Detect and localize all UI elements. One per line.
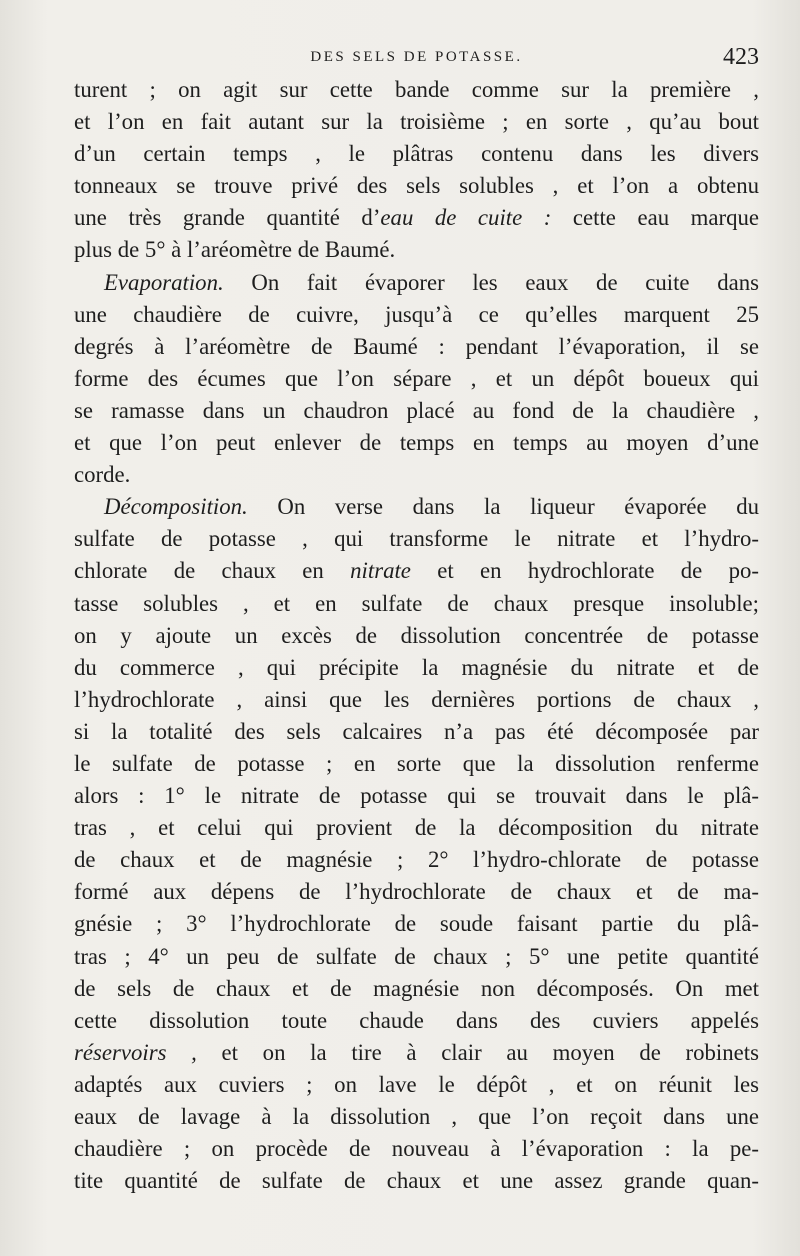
text-segment: chlorate de chaux en — [74, 558, 351, 584]
section-heading-evaporation: Evaporation. — [104, 269, 224, 295]
body-text — [74, 74, 759, 1197]
text-line: tonneaux se trouve privé des sels solubles , et l’on a obtenu — [74, 173, 759, 199]
text-line: cette dissolution toute chaude dans des cuviers appelés — [74, 1007, 759, 1033]
text-line: on y ajoute un excès de dissolution concentrée de potasse — [74, 622, 759, 648]
text-segment: On fait évaporer les eaux de cuite dans — [223, 269, 759, 295]
text-line: de chaux et de magnésie ; 2° l’hydro-chlorate de potasse — [74, 847, 759, 873]
text-line: forme des écumes que l’on sépare , et un dépôt boueux qui — [74, 365, 759, 391]
text-line: tite quantité de sulfate de chaux et une assez grande quan- — [74, 1168, 759, 1194]
text-line: tras ; 4° un peu de sulfate de chaux ; 5° une petite quantité — [74, 943, 759, 969]
text-line: chaudière ; on procède de nouveau à l’évaporation : la pe- — [74, 1136, 759, 1162]
text-line — [74, 491, 759, 523]
text-line: le sulfate de potasse ; en sorte que la dissolution renferme — [74, 750, 759, 776]
text-line: du commerce , qui précipite la magnésie du nitrate et de — [74, 654, 759, 680]
running-head — [74, 44, 759, 74]
text-line: une chaudière de cuivre, jusqu’à ce qu’elles marquent 25 — [74, 301, 759, 327]
text-line: plus de 5° à l’aréomètre de Baumé. — [74, 237, 396, 263]
text-line: l’hydrochlorate , ainsi que les dernières portions de chaux , — [74, 686, 759, 712]
running-title: DES SELS DE POTASSE. — [310, 49, 523, 65]
text-line: corde. — [74, 462, 131, 488]
text-segment: et on la tire à clair au moyen de robinets — [196, 1039, 759, 1065]
text-segment: On verse dans la liqueur évaporée du — [247, 494, 759, 520]
text-line: adaptés aux cuviers ; on lave le dépôt , et on réunit les — [74, 1071, 759, 1097]
italic-term-nitrate: nitrate — [350, 558, 411, 584]
text-line: gnésie ; 3° l’hydrochlorate de soude faisant partie du plâ- — [74, 911, 759, 937]
text-line: tras , et celui qui provient de la décomposition du nitrate — [74, 815, 759, 841]
text-segment: cette eau marque — [551, 205, 759, 231]
text-line: formé aux dépens de l’hydrochlorate de chaux et de ma- — [74, 879, 759, 905]
text-line: degrés à l’aréomètre de Baumé : pendant l’évaporation, il se — [74, 333, 759, 359]
text-segment: une très grande quantité d’ — [74, 205, 381, 231]
text-line — [74, 267, 759, 299]
text-line — [74, 202, 759, 234]
text-line: si la totalité des sels calcaires n’a pas été décomposée par — [74, 718, 759, 744]
text-line — [74, 1037, 759, 1069]
text-line: sulfate de potasse , qui transforme le nitrate et l’hydro- — [74, 526, 759, 552]
page-number: 423 — [723, 44, 759, 70]
italic-term-eau-de-cuite: eau de cuite : — [380, 205, 552, 231]
text-line: et que l’on peut enlever de temps en temps au moyen d’une — [74, 430, 759, 456]
text-line: et l’on en fait autant sur la troisième ; en sorte , qu’au bout — [74, 109, 759, 135]
text-line: tasse solubles , et en sulfate de chaux presque insoluble; — [74, 590, 759, 616]
text-line: turent ; on agit sur cette bande comme sur la première , — [74, 77, 759, 102]
text-line — [74, 555, 759, 587]
section-heading-decomposition: Décomposition. — [104, 494, 248, 520]
text-segment: et en hydrochlorate de po- — [410, 558, 759, 584]
text-line: se ramasse dans un chaudron placé au fond de la chaudière , — [74, 397, 759, 423]
text-line: d’un certain temps , le plâtras contenu dans les divers — [74, 141, 759, 167]
text-line: alors : 1° le nitrate de potasse qui se trouvait dans le plâ- — [74, 783, 759, 809]
italic-term-reservoirs: réservoirs , — [74, 1039, 197, 1065]
text-line: de sels de chaux et de magnésie non décomposés. On met — [74, 975, 759, 1001]
text-line: eaux de lavage à la dissolution , que l’on reçoit dans une — [74, 1104, 759, 1129]
